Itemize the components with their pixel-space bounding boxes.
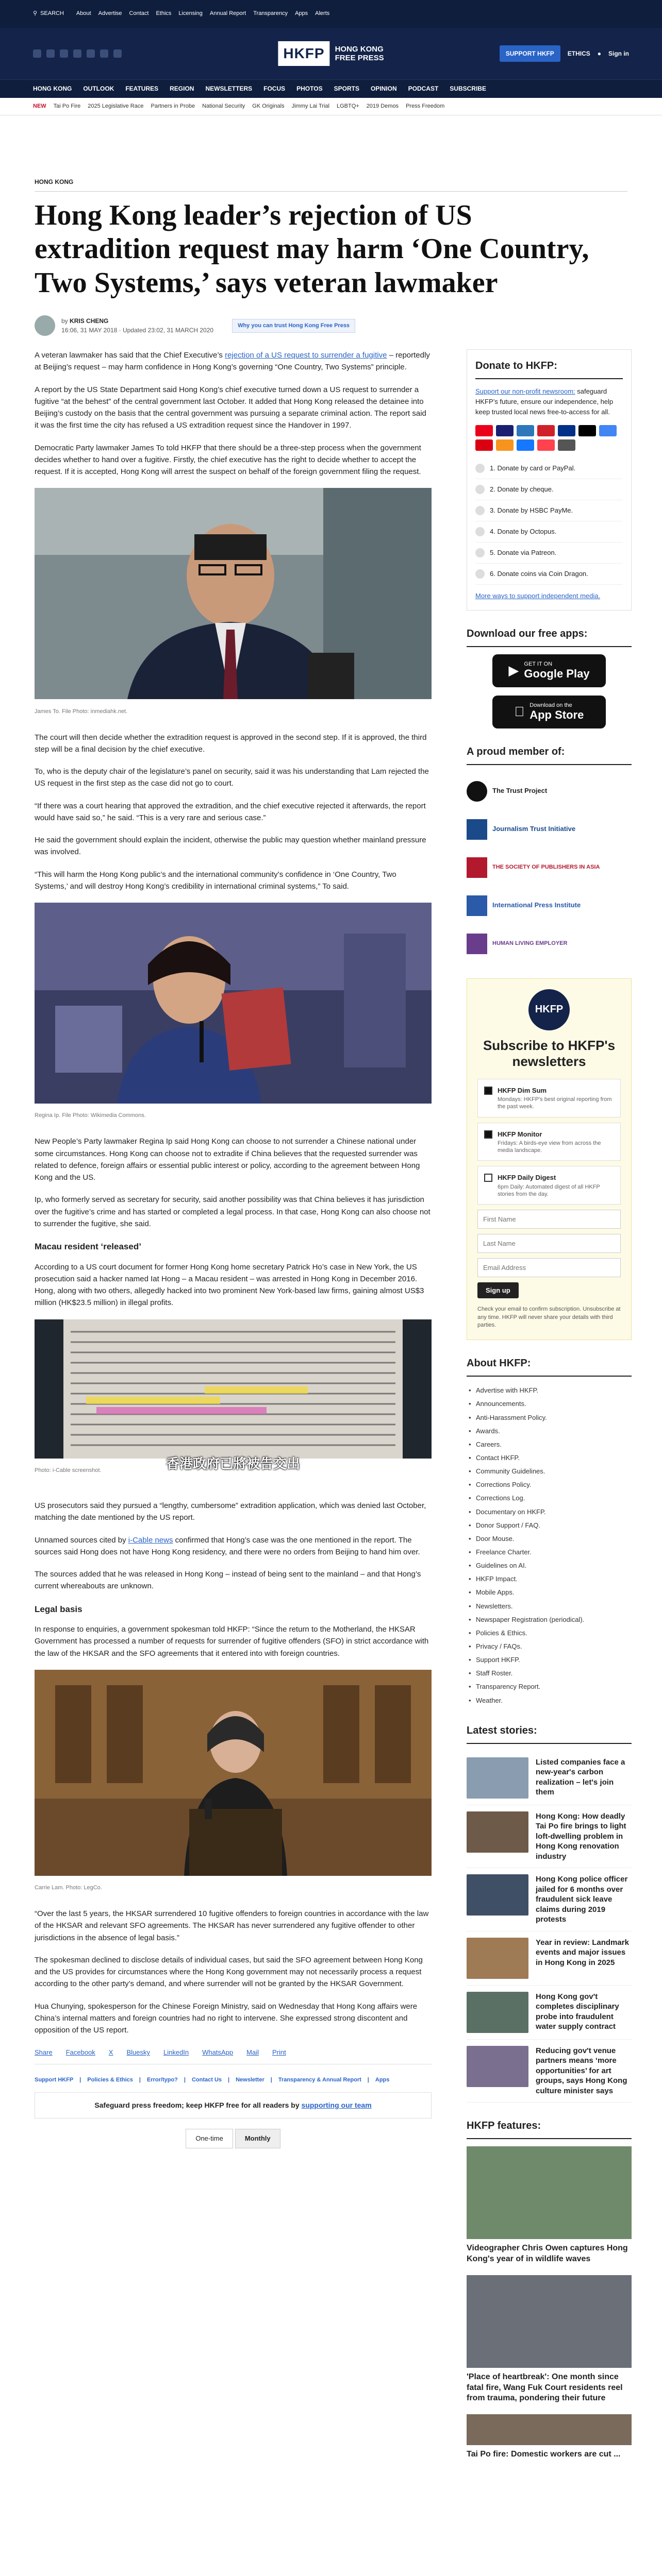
threads-icon[interactable] — [73, 49, 81, 58]
photo-court-document — [35, 1319, 432, 1459]
trending-bar — [0, 98, 662, 115]
octopus-icon — [475, 527, 485, 536]
top-utility-bar — [0, 0, 662, 28]
trust-project-icon — [467, 781, 487, 802]
about-box — [467, 1355, 632, 1707]
photo-caption: James To. File Photo: inmediahk.net. — [35, 708, 128, 715]
about-link[interactable]: • Contact HKFP. — [467, 1451, 632, 1465]
trending-item[interactable]: Jimmy Lai Trial — [291, 103, 329, 109]
unionpay-icon — [537, 425, 555, 436]
x-icon[interactable] — [46, 49, 55, 58]
share-x[interactable]: X — [108, 2048, 113, 2057]
trending-item[interactable]: 2025 Legislative Race — [88, 103, 144, 109]
last-name-input[interactable] — [477, 1234, 621, 1253]
freq-monthly[interactable]: Monthly — [235, 2129, 280, 2148]
trending-item[interactable]: Press Freedom — [406, 103, 445, 109]
nav-opinion[interactable]: OPINION — [370, 85, 397, 93]
paragraph: “If there was a court hearing that approved the extradition, and the chief executive rejected it afterwards, the report would have said so,” he said. “This is a very rare and serious case.” — [35, 801, 426, 822]
share-bar — [35, 2047, 432, 2064]
trending-label: NEW — [33, 103, 46, 109]
paypal-icon — [558, 425, 575, 436]
about-link[interactable]: • Anti-Harassment Policy. — [467, 1411, 632, 1425]
paragraph: A veteran lawmaker has said that the Chief Executive’s rejection of a US request to surrender a fugitive – reportedly at Beijing’s request – may harm confidence in Hong Kong’s governing “One Country, Two Systems” principle. — [35, 351, 430, 372]
nav-sports[interactable]: SPORTS — [334, 85, 359, 93]
article-title: Hong Kong leader’s rejection of US extradition request may harm ‘One Country, Two Systems,’ says veteran lawmaker — [35, 199, 589, 299]
app-store-button[interactable]: Download on the App Store — [492, 696, 606, 728]
feature-image — [467, 2146, 632, 2239]
inline-link[interactable]: rejection of a US request to surrender a fugitive — [225, 351, 387, 360]
support-team-link[interactable]: supporting our team — [301, 2100, 372, 2109]
about-link[interactable]: • Freelance Charter. — [467, 1546, 632, 1559]
partner-sopa[interactable]: THE SOCIETY OF PUBLISHERS IN ASIA — [467, 849, 632, 887]
story-thumbnail — [467, 1992, 528, 2033]
newsletter-title: Subscribe to HKFP's newsletters — [483, 1037, 616, 1069]
byline-text — [61, 316, 213, 335]
author-avatar — [35, 315, 55, 336]
logo-wordmark — [335, 45, 384, 63]
support-callout: Safeguard press freedom; keep HKFP free for all readers by supporting our team — [35, 2092, 432, 2119]
alipay-icon — [517, 439, 534, 451]
photo-carrie-lam — [35, 1670, 432, 1876]
trending-item[interactable]: Tai Po Fire — [53, 103, 81, 109]
donation-frequency-toggle — [35, 2129, 432, 2148]
youtube-icon[interactable] — [100, 49, 108, 58]
util-link-ethics[interactable]: Ethics — [156, 10, 172, 17]
story-thumbnail — [467, 1874, 528, 1916]
donate-option[interactable]: 3. Donate by HSBC PayMe. — [475, 500, 623, 521]
applepay-icon — [578, 425, 596, 436]
patreon-icon — [537, 439, 555, 451]
apps-title: Download our free apps: — [467, 626, 632, 647]
about-list — [467, 1384, 632, 1707]
photo-caption: Regina Ip. File Photo: Wikimedia Commons. — [35, 1112, 146, 1119]
search-icon: ⚲ — [33, 10, 38, 17]
about-link[interactable]: • Weather. — [467, 1694, 632, 1707]
paragraph: To, who is the deputy chair of the legislature’s panel on security, said it was his understanding that Lam rejected the US request in the first step as the case did not go to court. — [35, 767, 429, 788]
search-label: SEARCH — [40, 10, 64, 17]
about-link[interactable]: • Corrections Log. — [467, 1492, 632, 1505]
payment-logos — [475, 425, 623, 451]
about-link[interactable]: • Community Guidelines. — [467, 1465, 632, 1478]
share-linkedin[interactable]: LinkedIn — [163, 2048, 189, 2057]
donate-option[interactable]: 1. Donate by card or PayPal. — [475, 458, 623, 479]
footer-link[interactable]: Transparency & Annual Report — [278, 2077, 361, 2083]
paragraph: Hua Chunying, spokesperson for the Chinese Foreign Ministry, said on Wednesday that Hong Kong affairs were China’s internal matters and foreign countries had no right to intervene. She expressed strong discontent and opposition of the US report. — [35, 2002, 418, 2035]
story-item[interactable]: Hong Kong gov't completes disciplinary probe into fraudulent water supply contract — [467, 1986, 632, 2040]
freq-one-time[interactable]: One-time — [186, 2129, 233, 2148]
story-item[interactable]: Year in review: Landmark events and major issues in Hong Kong in 2025 — [467, 1931, 632, 1986]
living-wage-icon — [467, 934, 487, 954]
cheque-icon — [475, 485, 485, 494]
nav-outlook[interactable]: OUTLOOK — [83, 85, 114, 93]
search-button[interactable] — [33, 9, 64, 18]
about-link[interactable]: • Guidelines on AI. — [467, 1559, 632, 1572]
about-link[interactable]: • Support HKFP. — [467, 1653, 632, 1667]
util-link-transparency[interactable]: Transparency — [253, 10, 288, 17]
about-link[interactable]: • Corrections Policy. — [467, 1478, 632, 1492]
section-heading: Legal basis — [35, 1604, 82, 1614]
about-link[interactable]: • Advertise with HKFP. — [467, 1384, 632, 1397]
nav-hong-kong[interactable]: HONG KONG — [33, 85, 72, 93]
about-link[interactable]: • Transparency Report. — [467, 1680, 632, 1693]
document-overlay-text: 香港政府已將被告交出 — [166, 1455, 300, 1471]
story-thumbnail — [467, 1811, 528, 1853]
latest-stories — [467, 1723, 632, 2103]
checkbox-checked[interactable] — [484, 1087, 492, 1095]
nav-features[interactable]: FEATURES — [125, 85, 159, 93]
util-link-annual-report[interactable]: Annual Report — [209, 10, 246, 17]
feature-image — [467, 2275, 632, 2368]
feature-item[interactable]: Videographer Chris Owen captures Hong Kong's year of in wildlife waves — [467, 2146, 632, 2265]
paragraph: Ip, who formerly served as secretary for security, said another possibility was that China believes it has jurisdiction over the fugitive’s crime and has started or completed a legal process. In that case, Hong Kong can also choose not to surrender the fugitive, she said. — [35, 1195, 431, 1228]
paragraph: Unnamed sources cited by i-Cable news confirmed that Hong’s case was the one mentioned in the report. The sources said Hong does not have Hong Kong residency, and there were no orders from Beijing to hand him over. — [35, 1535, 420, 1556]
donate-link[interactable]: Support our non-profit newsroom: — [475, 387, 575, 396]
story-thumbnail — [467, 2046, 528, 2087]
partner-ipi[interactable]: International Press Institute — [467, 887, 632, 925]
about-link[interactable]: • Policies & Ethics. — [467, 1626, 632, 1640]
user-icon: ● — [597, 49, 601, 57]
mastercard-icon — [475, 425, 493, 436]
partner-jti[interactable]: Journalism Trust Initiative — [467, 810, 632, 849]
partner-trust-project[interactable]: The Trust Project — [467, 772, 632, 810]
util-link-alerts[interactable]: Alerts — [315, 10, 330, 17]
donate-option[interactable]: 2. Donate by cheque. — [475, 479, 623, 500]
newsletter-note: Check your email to confirm subscription. Unsubscribe at any time. HKFP will never share your details with third parties. — [477, 1306, 621, 1328]
paragraph: US prosecutors said they pursued a “lengthy, cumbersome” extradition application, which was denied last October, matching the date mentioned by the US report. — [35, 1501, 426, 1522]
share-mail[interactable]: Mail — [246, 2048, 259, 2057]
features-title: HKFP features: — [467, 2118, 632, 2139]
about-link[interactable]: • Awards. — [467, 1425, 632, 1438]
site-logo[interactable] — [278, 41, 384, 65]
nav-photos[interactable]: PHOTOS — [296, 85, 323, 93]
content-columns — [35, 349, 627, 2470]
util-link-contact[interactable]: Contact — [129, 10, 149, 17]
donate-option[interactable]: 4. Donate by Octopus. — [475, 521, 623, 543]
article-dates: 16:06, 31 MAY 2018 · Updated 23:02, 31 MARCH 2020 — [61, 327, 214, 334]
nav-region[interactable]: REGION — [170, 85, 194, 93]
paragraph: “Over the last 5 years, the HKSAR surrendered 10 fugitive offenders to foreign countries in accordance with the law of the HKSAR and relevant SFO agreements. The HKSAR has never surrendered any fugitive offender to other jurisdictions in the absence of legal basis.” — [35, 1909, 429, 1942]
social-icons — [33, 49, 122, 58]
paragraph: New People’s Party lawmaker Regina Ip said Hong Kong can choose to not surrender a Chinese national under some circumstances. Hong Kong can choose not to extradite if China believes that the requested surrender was related to defence, foreign affairs or essential public interest or policy, according to the agreement between Hong Kong and the US. — [35, 1137, 420, 1182]
photo-caption: Carrie Lam. Photo: LegCo. — [35, 1885, 102, 1891]
article-body — [35, 349, 432, 2470]
util-link-apps[interactable]: Apps — [295, 10, 308, 17]
nav-newsletters[interactable]: NEWSLETTERS — [205, 85, 253, 93]
bluesky-icon[interactable] — [87, 49, 95, 58]
sopa-icon — [467, 857, 487, 878]
card-icon — [475, 464, 485, 473]
logo-line-1: HONG KONG — [335, 44, 384, 54]
util-link-about[interactable]: About — [76, 10, 91, 17]
story-item[interactable]: Hong Kong police officer jailed for 6 months over fraudulent sick leave claims during 2019 protests — [467, 1868, 632, 1931]
section-heading: Macau resident ‘released’ — [35, 1242, 141, 1252]
google-play-icon: ▶ — [508, 663, 519, 679]
about-link[interactable]: • Staff Roster. — [467, 1667, 632, 1680]
article-category[interactable]: HONG KONG — [35, 177, 627, 192]
story-item[interactable]: Reducing gov't venue partners means ‘more opportunities’ for art groups, says Hong Kong culture minister says — [467, 2040, 632, 2103]
paragraph: He said the government should explain the incident, otherwise the public may question whether mainland pressure was involved. — [35, 836, 426, 857]
footer-links: Support HKFP | Policies & Ethics | Error/typo? | Contact Us | Newsletter | Transparency & Annual Report | Apps — [35, 2076, 432, 2084]
about-link[interactable]: • Privacy / FAQs. — [467, 1640, 632, 1653]
about-link[interactable]: • Newsletters. — [467, 1600, 632, 1613]
byline-by: by — [61, 317, 68, 325]
paragraph: The spokesman declined to disclose details of individual cases, but said the SFO agreement between Hong Kong and the US provides for circumstances where the Hong Kong government may not necessarily process a request according to the other party’s demand, and where surrender will not be granted by the HKSAR Government. — [35, 1955, 423, 1989]
paragraph: The court will then decide whether the extradition request is approved in the second step. If it is approved, the third step will be a final decision by the chief executive. — [35, 733, 427, 754]
paragraph: In response to enquiries, a government spokesman told HKFP: “Since the return to the Motherland, the HKSAR Government has processed a number of requests for surrender of fugitive offenders (SFO) in strict accordance with the law of the HKSAR and the SFO agreements that it entered into with foreign countries. — [35, 1625, 429, 1658]
story-item[interactable]: Listed companies face a new-year's carbon realization – let's join them — [467, 1751, 632, 1805]
about-link[interactable]: • Careers. — [467, 1438, 632, 1451]
about-link[interactable]: • Mobile Apps. — [467, 1586, 632, 1599]
share-whatsapp[interactable]: WhatsApp — [202, 2048, 234, 2057]
share-bluesky[interactable]: Bluesky — [126, 2048, 150, 2057]
payme-icon — [475, 506, 485, 515]
octopus-icon — [496, 439, 514, 451]
trending-item[interactable]: LGBTQ+ — [336, 103, 359, 109]
apple-icon — [515, 701, 525, 722]
email-input[interactable] — [477, 1258, 621, 1277]
newsletter-option[interactable]: HKFP Monitor Fridays: A birds-eye view from across the media landscape. — [477, 1123, 621, 1161]
partner-living-wage[interactable]: HUMAN LIVING EMPLOYER — [467, 925, 632, 963]
sidebar — [467, 349, 632, 2470]
checkbox-checked[interactable] — [484, 1130, 492, 1139]
linkedin-icon[interactable] — [113, 49, 122, 58]
footer-link[interactable]: Newsletter — [236, 2077, 264, 2083]
signup-button[interactable]: Sign up — [477, 1282, 519, 1298]
photo-regina-ip — [35, 903, 432, 1104]
checkbox-unchecked[interactable] — [484, 1174, 492, 1182]
about-link[interactable]: • Documentary on HKFP. — [467, 1505, 632, 1519]
instagram-icon[interactable] — [60, 49, 68, 58]
paragraph: A report by the US State Department said Hong Kong’s chief executive turned down a US request to surrender a fugitive “at the behest” of the central government last October. It added that Hong Kong released the detainee into Beijing’s custody on the basis that the central government was pursuing a separate criminal action. The report said it was the first time the city has refused a US extradition request since the Handover in 1997. — [35, 385, 426, 430]
nav-subscribe[interactable]: SUBSCRIBE — [450, 85, 486, 93]
inline-link[interactable]: i-Cable news — [128, 1535, 173, 1545]
footer-link[interactable]: Error/typo? — [146, 2077, 178, 2083]
newsletter-signup — [467, 978, 632, 1341]
footer-link[interactable]: Policies & Ethics — [87, 2077, 133, 2083]
about-link[interactable]: • Door Mouse. — [467, 1532, 632, 1546]
why-trust-button[interactable]: Why you can trust Hong Kong Free Press — [232, 319, 355, 333]
feature-image — [467, 2414, 632, 2445]
newsletter-option[interactable]: HKFP Dim Sum Mondays: HKFP's best original reporting from the past week. — [477, 1079, 621, 1117]
ethics-link[interactable]: ETHICS — [567, 49, 590, 57]
about-title: About HKFP: — [467, 1355, 632, 1377]
logo-line-2: FREE PRESS — [335, 53, 384, 62]
share-print[interactable]: Print — [272, 2048, 286, 2057]
donate-option[interactable]: 5. Donate via Patreon. — [475, 543, 623, 564]
paragraph: According to a US court document for former Hong Kong home secretary Patrick Ho’s case in New York, the US prosecution said a hacker named Iat Hong – a Macau resident – was arrested in Hong Kong in December 2016. Hong, along with two others, allegedly hacked into two prominent New York-based law firms, gaining almost US$3 million (HK$23.5 million) in illegal profits. — [35, 1262, 424, 1308]
paragraph: “This will harm the Hong Kong public’s and the international community’s confidence in ‘One Country, Two Systems,’ and will destroy Hong Kong’s credibility in international criminal systems,” To said. — [35, 870, 396, 891]
member-title: A proud member of: — [467, 744, 632, 765]
logo-mark: HKFP — [278, 41, 329, 65]
trending-item[interactable]: Partners in Probe — [151, 103, 195, 109]
byline — [35, 315, 627, 336]
google-play-button[interactable]: ▶ GET IT ON Google Play — [492, 654, 606, 687]
about-link[interactable]: • Announcements. — [467, 1397, 632, 1411]
paragraph: Democratic Party lawmaker James To told HKFP that there should be a three-step process when the government decides whether to hand over a fugitive. Firstly, the chief executive has the right to decide whether to accept the request. If it is accepted, Hong Kong will arrest the suspect on behalf of the foreign government filing the request. — [35, 443, 421, 477]
sign-in-link[interactable]: Sign in — [608, 49, 629, 57]
ipi-icon — [467, 895, 487, 916]
more-ways-link[interactable]: More ways to support independent media. — [475, 592, 601, 600]
first-name-input[interactable] — [477, 1210, 621, 1229]
latest-title: Latest stories: — [467, 1723, 632, 1744]
header-actions — [500, 45, 629, 62]
jti-icon — [467, 819, 487, 840]
story-thumbnail — [467, 1757, 528, 1799]
trending-item[interactable]: National Security — [202, 103, 245, 109]
footer-link[interactable]: Support HKFP — [35, 2077, 74, 2083]
donate-option[interactable]: 6. Donate coins via Coin Dragon. — [475, 564, 623, 585]
photo-james-to — [35, 488, 432, 699]
about-link[interactable]: • HKFP Impact. — [467, 1572, 632, 1586]
features-box — [467, 2118, 632, 2460]
visa-icon — [496, 425, 514, 436]
site-header — [0, 28, 662, 79]
member-box — [467, 744, 632, 963]
fps-icon — [558, 439, 575, 451]
footer-link[interactable]: Contact Us — [191, 2077, 222, 2083]
donate-box — [467, 349, 632, 610]
donate-title: Donate to HKFP: — [475, 358, 623, 379]
about-link[interactable]: • Donor Support / FAQ. — [467, 1519, 632, 1532]
googlepay-icon — [599, 425, 617, 436]
story-item[interactable]: Hong Kong: How deadly Tai Po fire brings to light loft-dwelling problem in Hong Kong renovation industry — [467, 1805, 632, 1869]
share-facebook[interactable]: Facebook — [65, 2048, 95, 2057]
coin-icon — [475, 569, 485, 579]
facebook-icon[interactable] — [33, 49, 41, 58]
util-link-advertise[interactable]: Advertise — [98, 10, 122, 17]
about-link[interactable]: • Newspaper Registration (periodical). — [467, 1613, 632, 1626]
footer-link[interactable]: Apps — [375, 2077, 390, 2083]
utility-links — [76, 9, 329, 18]
newsletter-option[interactable]: HKFP Daily Digest 6pm Daily: Automated digest of all HKFP stories from the day. — [477, 1166, 621, 1205]
trending-item[interactable]: 2019 Demos — [366, 103, 399, 109]
nav-podcast[interactable]: PODCAST — [408, 85, 439, 93]
donate-blurb: Support our non-profit newsroom: safeguard HKFP’s future, ensure our independence, help keep trusted local news free-to-access for all. — [475, 387, 614, 416]
share-link[interactable]: Share — [35, 2048, 53, 2057]
amex-icon — [517, 425, 534, 436]
apps-box — [467, 626, 632, 728]
author-name[interactable]: KRIS CHENG — [70, 317, 109, 325]
paragraph: The sources added that he was released in Hong Kong – instead of being sent to the mainland – and that Hong’s current whereabouts are unknown. — [35, 1570, 421, 1591]
photo-caption: Photo: i-Cable screenshot. — [35, 1467, 102, 1473]
story-thumbnail — [467, 1938, 528, 1979]
newsletter-logo: HKFP — [528, 989, 570, 1030]
util-link-licensing[interactable]: Licensing — [178, 10, 203, 17]
main-nav — [0, 79, 662, 98]
page-wrap — [35, 115, 627, 2470]
payme-icon — [475, 439, 493, 451]
nav-focus[interactable]: FOCUS — [263, 85, 286, 93]
trending-item[interactable]: GK Originals — [252, 103, 285, 109]
support-hkfp-button[interactable]: SUPPORT HKFP — [500, 45, 560, 62]
patreon-icon — [475, 548, 485, 557]
feature-item[interactable]: Tai Po fire: Domestic workers are cut ... — [467, 2414, 632, 2460]
feature-item[interactable]: 'Place of heartbreak': One month since fatal fire, Wang Fuk Court residents reel from trauma, pondering their future — [467, 2275, 632, 2404]
